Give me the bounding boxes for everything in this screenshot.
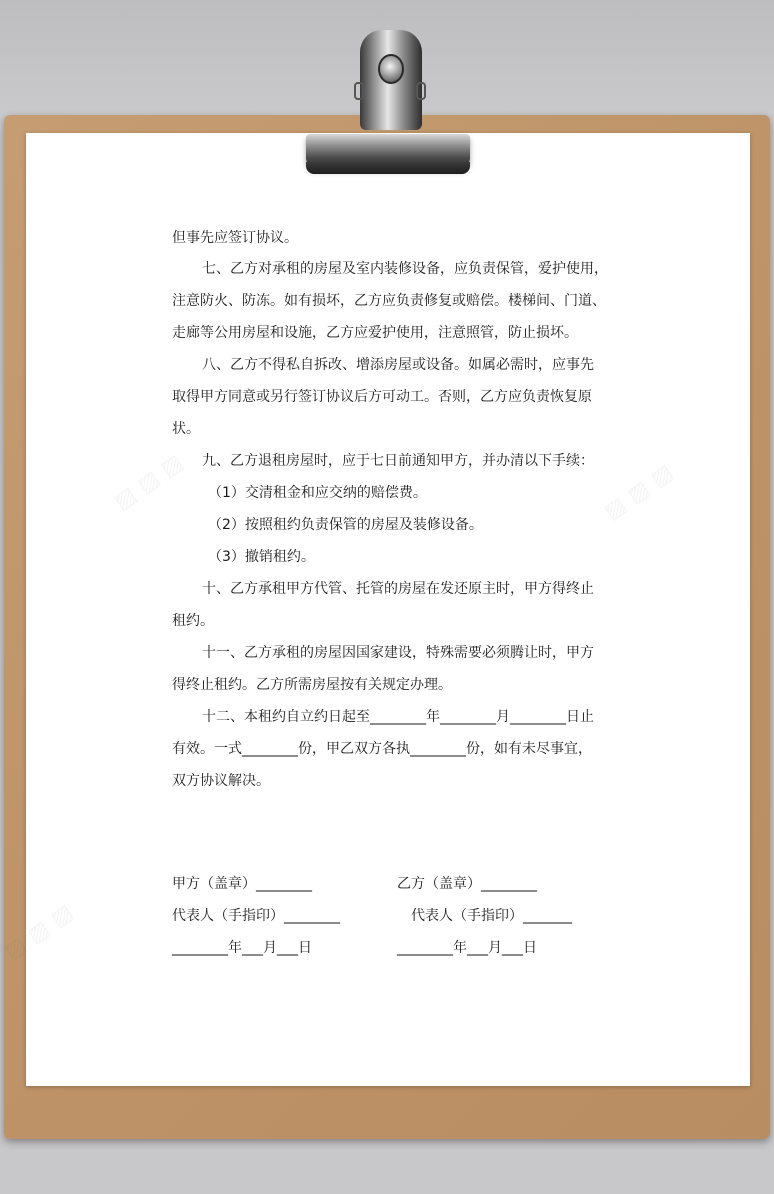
- paragraph-line: 九、乙方退租房屋时，应于七日前通知甲方，并办清以下手续：: [202, 453, 594, 469]
- paragraph-line: 得终止租约。乙方所需房屋按有关规定办理。: [172, 677, 452, 693]
- contract-body: [172, 222, 612, 797]
- paragraph-line: 但事先应签订协议。: [172, 230, 298, 246]
- list-item: （3）撤销租约。: [208, 549, 315, 565]
- list-item: （1）交清租金和应交纳的赔偿费。: [208, 485, 427, 501]
- watermark: ▨ ▨ ▨: [599, 459, 678, 526]
- paragraph-line: 状。: [172, 421, 200, 437]
- paragraph-line: 十、乙方承租甲方代管、托管的房屋在发还原主时，甲方得终止: [202, 581, 594, 597]
- watermark: ▨ ▨ ▨: [0, 899, 78, 966]
- clip-hole: [378, 54, 404, 84]
- list-item: （2）按照租约负责保管的房屋及装修设备。: [208, 517, 483, 533]
- party-b-representative: 代表人（手指印）_______: [411, 908, 572, 924]
- paragraph-line: 八、乙方不得私自拆改、增添房屋或设备。如属必需时，应事先: [202, 357, 594, 373]
- clip-ring: [416, 82, 426, 100]
- paragraph-line: 七、乙方对承租的房屋及室内装修设备，应负责保管，爱护使用，: [202, 261, 608, 277]
- party-a-date: ________年___月___日: [172, 940, 312, 956]
- party-a-representative: 代表人（手指印）________: [172, 908, 340, 924]
- paragraph-line: 十一、乙方承租的房屋因国家建设，特殊需要必须腾让时，甲方: [202, 645, 594, 661]
- paragraph-line: 租约。: [172, 613, 214, 629]
- clip-plate-edge: [306, 162, 470, 174]
- paragraph-line: 取得甲方同意或另行签订协议后方可动工。否则，乙方应负责恢复原: [172, 389, 592, 405]
- paragraph-line: 有效。一式________份，甲乙双方各执________份，如有未尽事宜，: [172, 741, 592, 757]
- paragraph-line: 走廊等公用房屋和设施，乙方应爱护使用，注意照管，防止损坏。: [172, 325, 578, 341]
- paragraph-line: 注意防火、防冻。如有损坏，乙方应负责修复或赔偿。楼梯间、门道、: [172, 293, 606, 309]
- party-b-date: ________年___月___日: [397, 940, 537, 956]
- binder-clip: [296, 30, 480, 180]
- party-b-seal: 乙方（盖章）________: [397, 876, 537, 892]
- watermark: ▨ ▨ ▨: [109, 449, 188, 516]
- paragraph-line: 十二、本租约自立约日起至________年________月________日止: [202, 709, 594, 725]
- paragraph-line: 双方协议解决。: [172, 773, 270, 789]
- party-a-seal: 甲方（盖章）________: [172, 876, 312, 892]
- clip-ring: [354, 82, 364, 100]
